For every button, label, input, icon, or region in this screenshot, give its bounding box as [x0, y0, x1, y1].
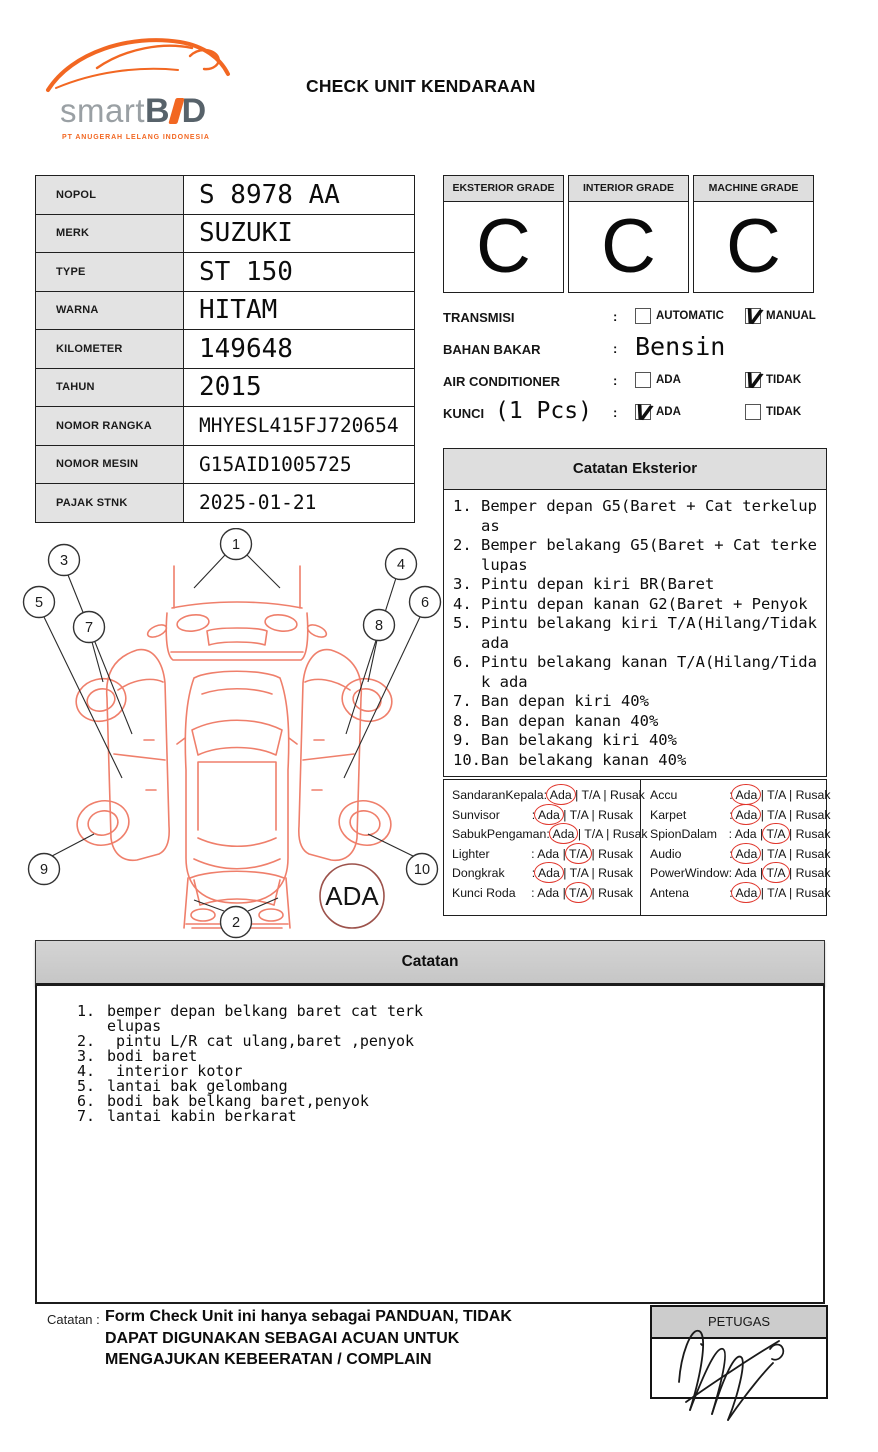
field-value: HITAM — [184, 291, 415, 330]
selected-option: Ada — [735, 885, 758, 900]
table-row: TYPE ST 150 — [36, 253, 415, 292]
checklist-row: PowerWindow : Ada | T/A | Rusak — [650, 866, 831, 881]
disclaimer-text: Form Check Unit ini hanya sebagai PANDUAN, TIDAK DAPAT DIGUNAKAN SEBAGAI ACUAN UNTUK MENGAJUKAN KEBEERATAN / COMPLAIN — [105, 1308, 512, 1368]
grade-boxes — [443, 175, 814, 293]
checkbox-tidak: TIDAK — [745, 404, 801, 420]
marker-8: 8 — [374, 618, 384, 634]
selected-option: Ada — [552, 827, 575, 842]
spec-transmisi: TRANSMISI : AUTOMATIC MANUAL V — [443, 305, 825, 331]
marker-3: 3 — [59, 553, 69, 569]
checklist-row: Audio : Ada | T/A | Rusak — [650, 846, 831, 861]
exterior-note-item: 3. Pintu depan kiri BR(Baret — [453, 575, 715, 593]
catatan-list — [35, 986, 825, 1304]
exterior-note-item: 8. Ban depan kanan 40% — [453, 711, 659, 730]
selected-option: Ada — [537, 866, 560, 881]
checklist-right-column — [641, 780, 837, 915]
field-value: MHYESL415FJ720654 — [184, 407, 415, 446]
checklist-row: Dongkrak : Ada | T/A | Rusak — [452, 866, 633, 881]
field-value: 2025-01-21 — [184, 484, 415, 523]
note-item: 5. lantai bak gelombang — [77, 1077, 288, 1095]
checklist-row: Antena : Ada | T/A | Rusak — [650, 885, 831, 900]
checkbox-manual: MANUAL V — [745, 308, 816, 324]
catatan-eksterior-title: Catatan Eksterior — [444, 449, 826, 490]
marker-5: 5 — [34, 595, 44, 611]
spare-tire-label: ADA — [325, 881, 379, 911]
fuel-value: Bensin — [635, 332, 726, 361]
colon — [613, 341, 617, 356]
table-row: NOMOR MESIN G15AID1005725 — [36, 445, 415, 484]
selected-option: Ada — [537, 807, 560, 822]
exterior-note-item: 5. Pintu belakang kiri T/A(Hilang/Tidak ada — [453, 614, 817, 652]
checkbox-icon — [745, 372, 761, 388]
field-value: G15AID1005725 — [184, 445, 415, 484]
marker-10: 10 — [413, 862, 431, 878]
checklist-row: Accu : Ada | T/A | Rusak — [650, 788, 831, 802]
petugas-signature — [665, 1320, 825, 1425]
checkbox-icon — [635, 404, 651, 420]
checklist-row: SpionDalam : Ada | T/A | Rusak — [650, 827, 831, 842]
field-value: 149648 — [184, 330, 415, 369]
equipment-checklist — [443, 779, 831, 916]
checkbox-icon — [745, 308, 761, 324]
field-value: SUZUKI — [184, 214, 415, 253]
table-row: KILOMETER 149648 — [36, 330, 415, 369]
smartbid-logo — [42, 26, 242, 141]
catatan-eksterior-box — [443, 448, 827, 777]
table-row: NOPOL S 8978 AA — [36, 176, 415, 215]
checkbox-automatic: AUTOMATIC — [635, 308, 724, 324]
marker-2: 2 — [231, 915, 241, 931]
spare-tire-stamp — [320, 864, 384, 928]
checklist-row: SabukPengaman : Ada | T/A | Rusak — [452, 827, 648, 842]
marker-7: 7 — [84, 620, 94, 636]
selected-option: Ada — [735, 807, 758, 822]
marker-6: 6 — [420, 595, 430, 611]
colon — [613, 405, 617, 420]
grade-value: C — [601, 204, 656, 289]
selected-option: T/A — [766, 827, 786, 842]
selected-option: Ada — [735, 846, 758, 861]
checklist-left-column — [444, 780, 648, 915]
note-item: 3. bodi baret — [77, 1047, 198, 1065]
selected-option: T/A — [766, 866, 786, 881]
checklist-row: Lighter : Ada | T/A | Rusak — [452, 846, 633, 861]
note-item: 1. bemper depan belkang baret cat terkelupas — [77, 1002, 424, 1035]
checklist-row: Karpet : Ada | T/A | Rusak — [650, 807, 831, 822]
field-value: S 8978 AA — [184, 176, 415, 215]
catatan-title: Catatan — [35, 940, 825, 986]
marker-4: 4 — [396, 557, 406, 573]
vehicle-info-table — [35, 175, 415, 523]
checkbox-icon — [745, 404, 761, 420]
marker-9: 9 — [39, 862, 49, 878]
checklist-row: Sunvisor : Ada | T/A | Rusak — [452, 807, 633, 822]
brand-tagline: PT ANUGERAH LELANG INDONESIA — [62, 134, 210, 141]
selected-option: T/A — [568, 846, 589, 861]
catatan-box — [35, 940, 825, 1304]
colon — [613, 373, 617, 388]
car-swoosh-icon — [42, 26, 242, 98]
checkbox-tidak: TIDAK V — [745, 372, 801, 388]
selected-option: Ada — [549, 788, 572, 802]
checkbox-icon — [635, 372, 651, 388]
table-row: TAHUN 2015 — [36, 368, 415, 407]
grade-machine: MACHINE GRADE C — [693, 175, 814, 293]
exterior-note-item: 10.Ban belakang kanan 40% — [453, 750, 687, 769]
page-title: CHECK UNIT KENDARAAN — [306, 76, 536, 96]
exterior-note-item: 4. Pintu depan kanan G2(Baret + Penyok — [453, 594, 808, 613]
grade-eksterior: EKSTERIOR GRADE C — [443, 175, 564, 293]
marker-1: 1 — [231, 537, 241, 553]
selected-option: T/A — [568, 885, 589, 900]
spec-kunci: KUNCI (1 Pcs) : ADA V TIDAK — [443, 401, 825, 427]
table-row: NOMOR RANGKA MHYESL415FJ720654 — [36, 407, 415, 446]
table-row: PAJAK STNK 2025-01-21 — [36, 484, 415, 523]
exterior-note-item: 9. Ban belakang kiri 40% — [453, 731, 677, 749]
field-value: ST 150 — [184, 253, 415, 292]
grade-value: C — [726, 204, 781, 289]
car-damage-diagram — [22, 528, 446, 944]
grade-interior: INTERIOR GRADE C — [568, 175, 689, 293]
exterior-note-item: 7. Ban depan kiri 40% — [453, 692, 649, 710]
checkbox-ada: ADA V — [635, 404, 681, 420]
field-value: 2015 — [184, 368, 415, 407]
exterior-note-item: 2. Bemper belakang G5(Baret + Cat terkelupas — [453, 536, 817, 574]
kunci-count: (1 Pcs) — [495, 398, 592, 424]
table-row: WARNA HITAM — [36, 291, 415, 330]
table-row: MERK SUZUKI — [36, 214, 415, 253]
catatan-eksterior-list — [444, 490, 817, 776]
exterior-note-item: 1. Bemper depan G5(Baret + Cat terkelupas — [453, 497, 817, 535]
note-item: 2. pintu L/R cat ulang,baret ,penyok — [77, 1032, 415, 1050]
brand-text: smartB D — [60, 92, 207, 130]
spec-bahan-bakar: BAHAN BAKAR : Bensin — [443, 337, 825, 363]
colon — [613, 309, 617, 324]
checkbox-icon — [635, 308, 651, 324]
footer-note-label: Catatan : — [47, 1312, 100, 1327]
exterior-note-item: 6. Pintu belakang kanan T/A(Hilang/Tidak ada — [453, 653, 817, 691]
note-item: 7. lantai kabin berkarat — [77, 1107, 297, 1125]
note-item: 4. interior kotor — [77, 1062, 243, 1080]
grade-value: C — [476, 204, 531, 289]
selected-option: Ada — [735, 788, 758, 802]
checklist-row: Kunci Roda : Ada | T/A | Rusak — [452, 885, 633, 900]
checkbox-ada: ADA — [635, 372, 681, 388]
petugas-title: PETUGAS — [650, 1305, 828, 1339]
note-item: 6. bodi bak belkang baret,penyok — [77, 1092, 369, 1110]
checklist-row: SandaranKepala : Ada | T/A | Rusak — [452, 788, 645, 802]
spec-air-conditioner: AIR CONDITIONER : ADA TIDAK V — [443, 369, 825, 395]
